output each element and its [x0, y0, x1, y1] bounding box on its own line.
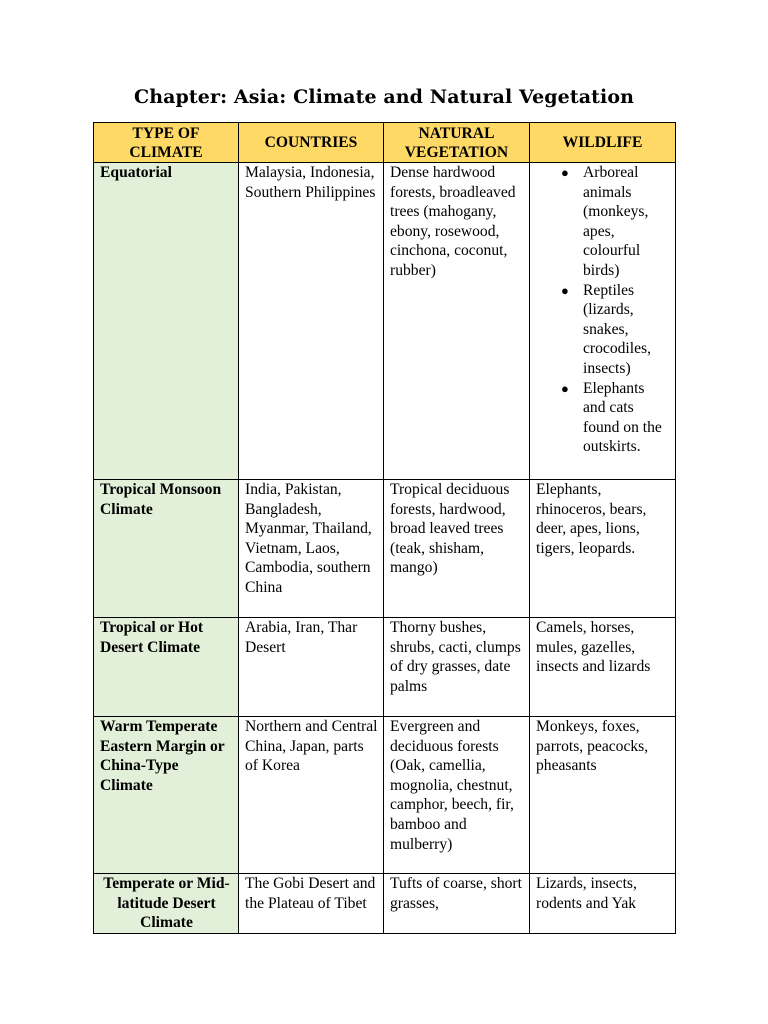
table-header-row — [94, 123, 676, 163]
vegetation-cell: Tufts of coarse, short grasses, — [384, 874, 530, 934]
climate-type-cell: Tropical or Hot Desert Climate — [94, 618, 239, 717]
wildlife-bullet-list — [536, 163, 670, 457]
table-row — [94, 874, 676, 934]
countries-cell: Malaysia, Indonesia, Southern Philippines — [239, 163, 384, 480]
table-row — [94, 717, 676, 874]
header-natural-vegetation: NATURAL VEGETATION — [384, 123, 530, 163]
wildlife-item-text: Elephants and cats found on the outskirts. — [583, 379, 662, 456]
countries-cell: Northern and Central China, Japan, parts of Korea — [239, 717, 384, 874]
page-title: Chapter: Asia: Climate and Natural Vegetation — [133, 86, 635, 108]
vegetation-cell: Thorny bushes, shrubs, cacti, clumps of dry grasses, date palms — [384, 618, 530, 717]
climate-type-cell: Warm Temperate Eastern Margin or China-Type Climate — [94, 717, 239, 874]
countries-cell: Arabia, Iran, Thar Desert — [239, 618, 384, 717]
climate-vegetation-table — [93, 122, 676, 934]
header-countries: COUNTRIES — [239, 123, 384, 163]
wildlife-cell — [530, 163, 676, 480]
wildlife-cell: Monkeys, foxes, parrots, peacocks, pheasants — [530, 717, 676, 874]
table-row — [94, 480, 676, 618]
wildlife-cell: Elephants, rhinoceros, bears, deer, apes, lions, tigers, leopards. — [530, 480, 676, 618]
table-row — [94, 618, 676, 717]
climate-type-cell: Tropical Monsoon Climate — [94, 480, 239, 618]
bullet-icon: ● — [561, 380, 569, 396]
wildlife-item-text: Arboreal animals (monkeys, apes, colourful birds) — [583, 164, 649, 279]
climate-type-cell: Temperate or Mid-latitude Desert Climate — [94, 874, 239, 934]
table-row — [94, 163, 676, 480]
vegetation-cell: Dense hardwood forests, broadleaved trees (mahogany, ebony, rosewood, cinchona, coconut, rubber) — [384, 163, 530, 480]
vegetation-cell: Tropical deciduous forests, hardwood, broad leaved trees (teak, shisham, mango) — [384, 480, 530, 618]
countries-cell: India, Pakistan, Bangladesh, Myanmar, Thailand, Vietnam, Laos, Cambodia, southern China — [239, 480, 384, 618]
wildlife-list-item — [561, 163, 670, 281]
bullet-icon: ● — [561, 165, 569, 180]
wildlife-list-item — [561, 379, 670, 457]
wildlife-cell: Camels, horses, mules, gazelles, insects and lizards — [530, 618, 676, 717]
header-type-of-climate: TYPE OF CLIMATE — [94, 123, 239, 163]
bullet-icon: ● — [561, 282, 569, 298]
countries-cell: The Gobi Desert and the Plateau of Tibet — [239, 874, 384, 934]
climate-type-cell: Equatorial — [94, 163, 239, 480]
wildlife-list-item — [561, 281, 670, 379]
header-wildlife: WILDLIFE — [530, 123, 676, 163]
wildlife-item-text: Reptiles (lizards, snakes, crocodiles, insects) — [583, 281, 651, 377]
wildlife-cell: Lizards, insects, rodents and Yak — [530, 874, 676, 934]
vegetation-cell: Evergreen and deciduous forests (Oak, camellia, mognolia, chestnut, camphor, beech, fir, bamboo and mulberry) — [384, 717, 530, 874]
